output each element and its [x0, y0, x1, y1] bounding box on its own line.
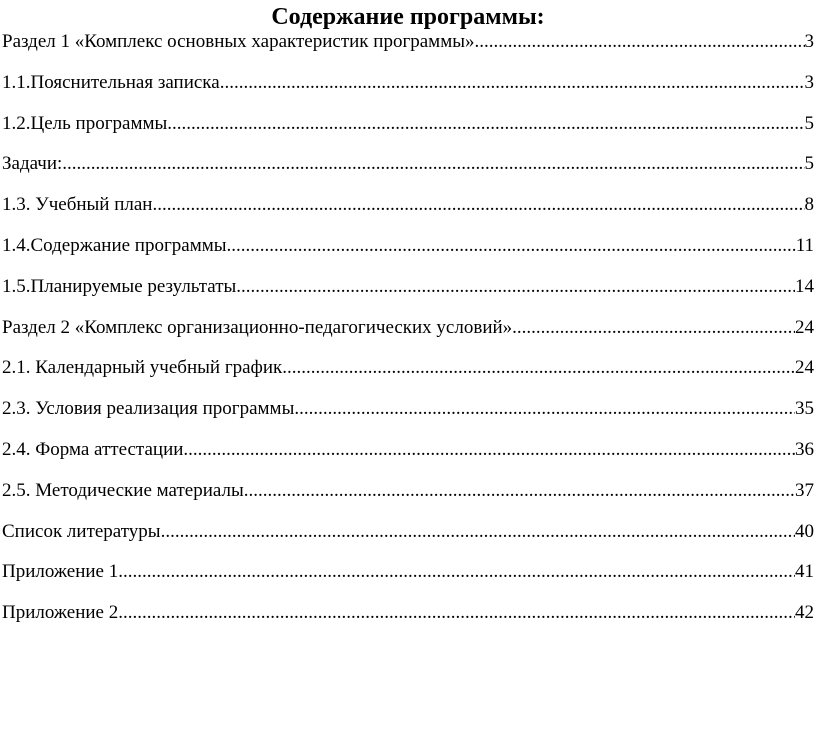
toc-entry — [2, 601, 814, 642]
toc-entry-label: Приложение 1 — [2, 561, 119, 583]
toc-entry-label: 2.1. Календарный учебный график — [2, 357, 283, 379]
toc-dot-leader — [62, 152, 804, 176]
toc-entry — [2, 316, 814, 357]
toc-dot-leader — [220, 71, 805, 95]
toc-entry — [2, 71, 814, 112]
toc-dot-leader — [474, 30, 804, 54]
toc-entry-label: 1.2.Цель программы — [2, 112, 168, 134]
toc-entry-page: 40 — [795, 520, 814, 542]
toc-entry — [2, 520, 814, 561]
toc-dot-leader — [161, 520, 795, 544]
toc-entry-label: 1.5.Планируемые результаты — [2, 275, 237, 297]
toc-entry-page: 3 — [804, 71, 814, 93]
toc-entry-page: 11 — [795, 234, 814, 256]
toc-title: Содержание программы: — [271, 4, 545, 30]
toc-entry-label: Раздел 2 «Комплекс организационно-педагогических условий» — [2, 316, 513, 338]
toc-entry — [2, 479, 814, 520]
toc-entry-page: 24 — [795, 357, 814, 379]
toc-entry-page: 5 — [804, 112, 814, 134]
toc-entry — [2, 152, 814, 193]
toc-entry-page: 41 — [795, 561, 814, 583]
toc-entry-label: 1.3. Учебный план — [2, 194, 153, 216]
toc-entry — [2, 30, 814, 71]
toc-entry — [2, 438, 814, 479]
toc-entry — [2, 112, 814, 153]
toc-entry — [2, 234, 814, 275]
toc-entry-label: 2.4. Форма аттестации — [2, 438, 184, 460]
toc-dot-leader — [227, 234, 796, 258]
toc-entry-label: 2.3. Условия реализация программы — [2, 398, 295, 420]
toc-dot-leader — [282, 356, 795, 380]
toc-entry — [2, 560, 814, 601]
toc-dot-leader — [118, 601, 795, 625]
toc-entry-label: Задачи: — [2, 153, 63, 175]
toc-entry-label: 1.1.Пояснительная записка — [2, 71, 220, 93]
toc-entry-page: 14 — [795, 275, 814, 297]
toc-dot-leader — [152, 193, 804, 217]
toc-entry-page: 3 — [804, 31, 814, 52]
toc-entry-label: 1.4.Содержание программы — [2, 234, 227, 256]
toc-dot-leader — [167, 112, 804, 136]
toc-dot-leader — [294, 397, 795, 421]
toc-entry-page: 5 — [804, 153, 814, 175]
toc-entry-page: 35 — [795, 398, 814, 420]
toc-dot-leader — [236, 275, 795, 299]
toc-entry — [2, 275, 814, 316]
toc-entry-page: 37 — [795, 479, 814, 501]
table-of-contents — [2, 30, 814, 642]
toc-entry-page: 8 — [804, 194, 814, 216]
toc-entry-label: 2.5. Методические материалы — [2, 479, 244, 501]
toc-entry-page: 42 — [795, 602, 814, 624]
toc-entry-page: 24 — [795, 316, 814, 338]
toc-dot-leader — [118, 560, 795, 584]
toc-entry-label: Приложение 2 — [2, 602, 119, 624]
toc-dot-leader — [244, 479, 795, 503]
toc-entry — [2, 356, 814, 397]
toc-entry — [2, 193, 814, 234]
toc-entry-page: 36 — [795, 438, 814, 460]
toc-dot-leader — [512, 316, 795, 340]
toc-entry — [2, 397, 814, 438]
toc-entry-label: Раздел 1 «Комплекс основных характеристик программы» — [2, 31, 475, 52]
toc-entry-label: Список литературы — [2, 520, 161, 542]
toc-dot-leader — [183, 438, 795, 462]
